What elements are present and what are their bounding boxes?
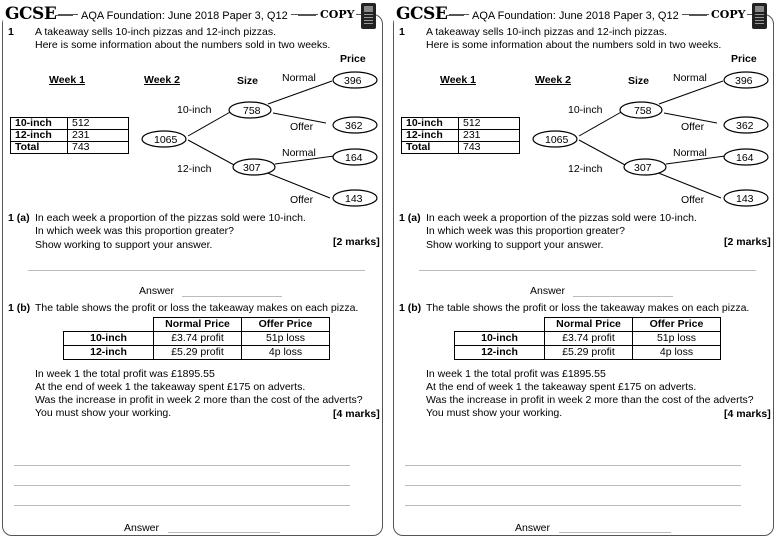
leaf-value: 164 [736, 152, 754, 164]
leaf-value: 164 [345, 152, 363, 164]
working-line [405, 485, 741, 486]
normal-label: Normal [673, 72, 707, 84]
table-row [11, 118, 129, 130]
answer-label: Answer [515, 522, 551, 534]
part-text: In each week a proportion of the pizzas sold were 10-inch. [426, 212, 697, 224]
normal-label: Normal [282, 72, 316, 84]
part-text: At the end of week 1 the takeaway spent £175 on adverts. [35, 381, 306, 393]
profit-table [63, 317, 330, 360]
row-label: 12-inch [455, 346, 545, 360]
leaf-value: 143 [345, 193, 363, 205]
question-number: 1 [8, 26, 14, 38]
size-heading: Size [237, 75, 259, 87]
row-label: 12-inch [11, 130, 68, 142]
worksheet-title: AQA Foundation: June 2018 Paper 3, Q12 [469, 10, 682, 22]
answer-line [182, 296, 282, 297]
working-line [14, 465, 350, 466]
offer-label: Offer [681, 121, 705, 133]
normal-label: Normal [282, 147, 316, 159]
branch-label: 10-inch [568, 104, 603, 116]
worksheet-title: AQA Foundation: June 2018 Paper 3, Q12 [78, 10, 291, 22]
marks: [4 marks] [724, 408, 771, 420]
node-value: 758 [243, 105, 261, 117]
row-value: 512 [68, 118, 129, 130]
node-value: 758 [634, 105, 652, 117]
normal-label: Normal [673, 147, 707, 159]
working-line [405, 505, 741, 506]
part-text: Was the increase in profit in week 2 more than the cost of the adverts? [426, 394, 754, 406]
offer-label: Offer [681, 194, 705, 206]
working-line [14, 485, 350, 486]
leaf-value: 396 [735, 75, 753, 87]
gcse-logo: GCSE [5, 4, 57, 24]
part-label: 1 (b) [399, 302, 422, 314]
table-row [64, 332, 330, 346]
part-text: You must show your working. [35, 407, 172, 419]
node-value: 1065 [545, 134, 569, 146]
node-value: 307 [243, 162, 261, 174]
question-intro-line: Here is some information about the numbers sold in two weeks. [426, 39, 722, 51]
part-text: In week 1 the total profit was £1895.55 [426, 368, 606, 380]
working-line [14, 505, 350, 506]
column-header: Offer Price [633, 318, 721, 332]
table-row [11, 142, 129, 154]
part-label: 1 (b) [8, 302, 31, 314]
row-value: 231 [459, 130, 520, 142]
branch-label: 10-inch [177, 104, 212, 116]
row-label: Total [402, 142, 459, 154]
part-text: Show working to support your answer. [35, 239, 213, 251]
worksheet-panel-right [391, 0, 779, 540]
cell: 51p loss [633, 332, 721, 346]
week1-table [401, 117, 520, 154]
answer-label: Answer [530, 285, 566, 297]
column-header: Normal Price [154, 318, 242, 332]
node-value: 1065 [154, 134, 178, 146]
column-header: Offer Price [242, 318, 330, 332]
part-text: Was the increase in profit in week 2 more than the cost of the adverts? [35, 394, 363, 406]
leaf-value: 362 [345, 120, 363, 132]
offer-label: Offer [290, 121, 314, 133]
table-row [11, 130, 129, 142]
marks: [2 marks] [333, 236, 380, 248]
part-text: The table shows the profit or loss the takeaway makes on each pizza. [426, 302, 750, 314]
table-row [402, 130, 520, 142]
table-header-row [455, 318, 721, 332]
copy-stamp: COPY [711, 8, 746, 21]
size-heading: Size [628, 75, 650, 87]
row-label: 12-inch [402, 130, 459, 142]
cell: £5.29 profit [545, 346, 633, 360]
week2-heading: Week 2 [144, 74, 180, 86]
question-intro-line: A takeaway sells 10-inch pizzas and 12-inch pizzas. [426, 26, 668, 38]
cell: £3.74 profit [545, 332, 633, 346]
column-header: Normal Price [545, 318, 633, 332]
row-label: 10-inch [402, 118, 459, 130]
row-label: 10-inch [64, 332, 154, 346]
branch-label: 12-inch [568, 163, 603, 175]
part-text: In which week was this proportion greater? [426, 225, 626, 237]
part-text: In which week was this proportion greater? [35, 225, 235, 237]
leaf-value: 396 [344, 75, 362, 87]
working-line [405, 465, 741, 466]
answer-line [573, 296, 673, 297]
cell: 51p loss [242, 332, 330, 346]
working-line [28, 270, 365, 271]
part-text: You must show your working. [426, 407, 563, 419]
cell: 4p loss [242, 346, 330, 360]
offer-label: Offer [290, 194, 314, 206]
price-heading: Price [731, 53, 757, 65]
row-label: 10-inch [455, 332, 545, 346]
part-label: 1 (a) [399, 212, 421, 224]
marks: [2 marks] [724, 236, 771, 248]
worksheet-panel-left [0, 0, 388, 540]
question-number: 1 [399, 26, 405, 38]
leaf-value: 362 [736, 120, 754, 132]
row-label: 12-inch [64, 346, 154, 360]
part-text: In each week a proportion of the pizzas sold were 10-inch. [35, 212, 306, 224]
week1-heading: Week 1 [440, 74, 476, 86]
cell: 4p loss [633, 346, 721, 360]
part-text: The table shows the profit or loss the takeaway makes on each pizza. [35, 302, 359, 314]
profit-table [454, 317, 721, 360]
answer-line [559, 532, 671, 533]
part-text: At the end of week 1 the takeaway spent £175 on adverts. [426, 381, 697, 393]
row-label: Total [11, 142, 68, 154]
answer-line [168, 532, 280, 533]
row-value: 743 [68, 142, 129, 154]
question-intro-line: A takeaway sells 10-inch pizzas and 12-inch pizzas. [35, 26, 277, 38]
table-row [455, 332, 721, 346]
row-value: 743 [459, 142, 520, 154]
week2-heading: Week 2 [535, 74, 571, 86]
working-line [419, 270, 756, 271]
table-row [64, 346, 330, 360]
leaf-value: 143 [736, 193, 754, 205]
table-row [455, 346, 721, 360]
part-label: 1 (a) [8, 212, 30, 224]
week1-heading: Week 1 [49, 74, 85, 86]
gcse-logo: GCSE [396, 4, 448, 24]
part-text: In week 1 the total profit was £1895.55 [35, 368, 215, 380]
table-row [402, 142, 520, 154]
answer-label: Answer [139, 285, 175, 297]
cell: £5.29 profit [154, 346, 242, 360]
part-text: Show working to support your answer. [426, 239, 604, 251]
branch-label: 12-inch [177, 163, 212, 175]
answer-label: Answer [124, 522, 160, 534]
row-label: 10-inch [11, 118, 68, 130]
price-heading: Price [340, 53, 366, 65]
row-value: 231 [68, 130, 129, 142]
row-value: 512 [459, 118, 520, 130]
marks: [4 marks] [333, 408, 380, 420]
cell: £3.74 profit [154, 332, 242, 346]
week1-table [10, 117, 129, 154]
node-value: 307 [634, 162, 652, 174]
question-intro-line: Here is some information about the numbers sold in two weeks. [35, 39, 331, 51]
copy-stamp: COPY [320, 8, 355, 21]
table-row [402, 118, 520, 130]
table-header-row [64, 318, 330, 332]
